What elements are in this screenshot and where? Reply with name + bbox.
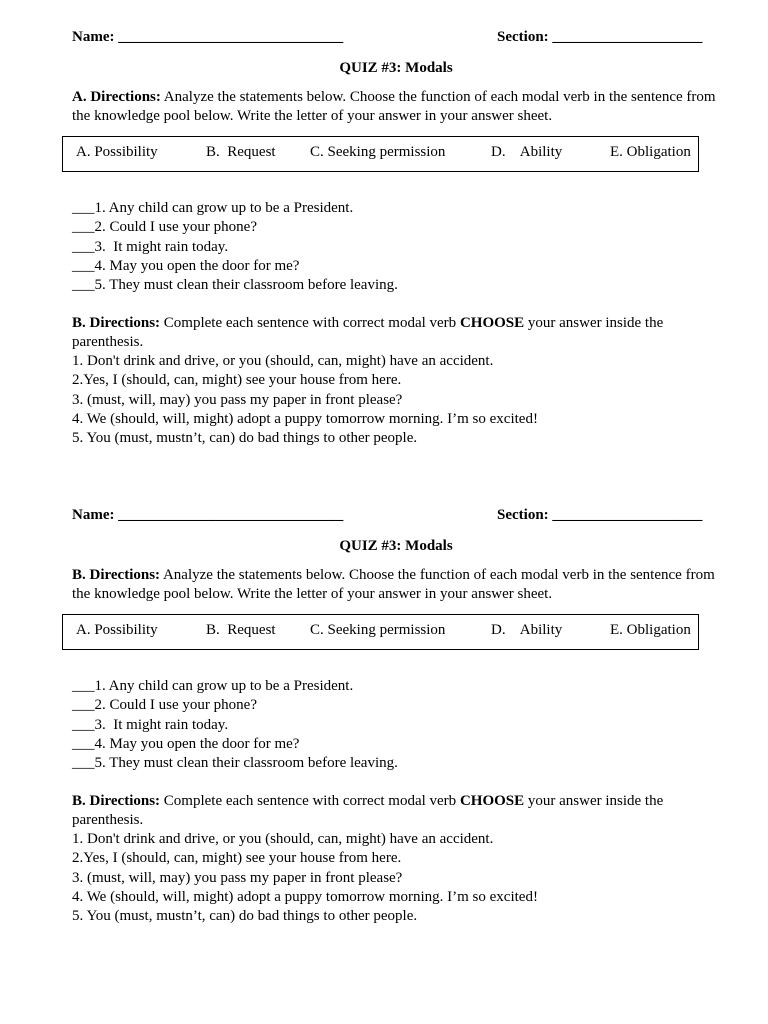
directions-a [72, 88, 722, 126]
pool-option: A. Possibility [76, 622, 158, 638]
part-b-items [72, 830, 712, 926]
list-item: 4. We (should, will, might) adopt a puppy tomorrow morning. I’m so excited! [72, 410, 538, 427]
name-field[interactable]: Name: ______________________________ [72, 29, 344, 45]
directions-b-text-after: your answer inside the parenthesis. [72, 315, 664, 350]
name-field[interactable]: Name: ______________________________ [72, 507, 344, 523]
list-item: ___4. May you open the door for me? [72, 257, 300, 274]
section-field[interactable]: Section: ____________________ [497, 29, 703, 45]
list-item: 5. You (must, mustn’t, can) do bad things to other people. [72, 430, 418, 447]
directions-b-text [72, 314, 712, 352]
header-row [72, 28, 722, 50]
directions-b-text-before: Complete each sentence with correct modal verb [160, 793, 460, 809]
directions-a-label: B. Directions: [72, 567, 161, 583]
part-b-items [72, 352, 712, 448]
quiz-sheet-1 [72, 28, 722, 447]
directions-a [72, 566, 722, 604]
pool-option: E. Obligation [610, 622, 691, 638]
list-item: ___3. It might rain today. [72, 238, 229, 255]
pool-option: B. Request [206, 622, 276, 638]
header-row [72, 506, 722, 528]
list-item: ___1. Any child can grow up to be a President. [72, 678, 354, 694]
directions-a-label: A. Directions: [72, 89, 161, 105]
list-item: ___5. They must clean their classroom before leaving. [72, 277, 398, 294]
pool-option: E. Obligation [610, 144, 691, 160]
part-a-items [72, 677, 398, 773]
directions-a-text: Analyze the statements below. Choose the function of each modal verb in the sentence from the knowledge pool below. Write the letter of your answer in your answer sheet. [72, 567, 715, 602]
list-item: 2.Yes, I (should, can, might) see your house from here. [72, 372, 402, 389]
section-field[interactable]: Section: ____________________ [497, 507, 703, 523]
knowledge-pool-box [62, 614, 699, 650]
pool-option: B. Request [206, 144, 276, 160]
list-item: ___5. They must clean their classroom before leaving. [72, 755, 398, 772]
directions-a-text: Analyze the statements below. Choose the function of each modal verb in the sentence from the knowledge pool below. Write the letter of your answer in your answer sheet. [72, 89, 716, 124]
list-item: 3. (must, will, may) you pass my paper in front please? [72, 391, 403, 408]
pool-option: A. Possibility [76, 144, 158, 160]
pool-option: C. Seeking permission [310, 144, 446, 160]
knowledge-pool-box [62, 136, 699, 172]
list-item: 4. We (should, will, might) adopt a puppy tomorrow morning. I’m so excited! [72, 888, 538, 905]
list-item: 2.Yes, I (should, can, might) see your house from here. [72, 850, 402, 867]
part-a-items [72, 199, 398, 295]
quiz-title: QUIZ #3: Modals [339, 538, 453, 554]
list-item: ___3. It might rain today. [72, 716, 229, 733]
directions-b-emphasis: CHOOSE [459, 793, 525, 809]
list-item: ___1. Any child can grow up to be a President. [72, 200, 354, 216]
pool-option: C. Seeking permission [310, 622, 446, 638]
directions-b [72, 314, 712, 448]
list-item: 1. Don't drink and drive, or you (should, can, might) have an accident. [72, 831, 494, 847]
directions-b-emphasis: CHOOSE [459, 315, 525, 331]
quiz-title: QUIZ #3: Modals [339, 60, 453, 76]
quiz-sheet-2 [72, 506, 722, 925]
list-item: 1. Don't drink and drive, or you (should, can, might) have an accident. [72, 353, 494, 369]
directions-b-text [72, 792, 712, 830]
directions-b-label: B. Directions: [72, 315, 161, 331]
directions-b-text-after: your answer inside the parenthesis. [72, 793, 664, 828]
list-item: ___4. May you open the door for me? [72, 735, 300, 752]
list-item: 5. You (must, mustn’t, can) do bad things to other people. [72, 908, 418, 925]
list-item: 3. (must, will, may) you pass my paper in front please? [72, 869, 403, 886]
directions-b [72, 792, 712, 926]
list-item: ___2. Could I use your phone? [72, 697, 257, 714]
directions-b-text-before: Complete each sentence with correct modal verb [160, 315, 460, 331]
pool-option: D. Ability [491, 144, 563, 160]
directions-b-label: B. Directions: [72, 793, 161, 809]
pool-option: D. Ability [491, 622, 563, 638]
list-item: ___2. Could I use your phone? [72, 219, 257, 236]
